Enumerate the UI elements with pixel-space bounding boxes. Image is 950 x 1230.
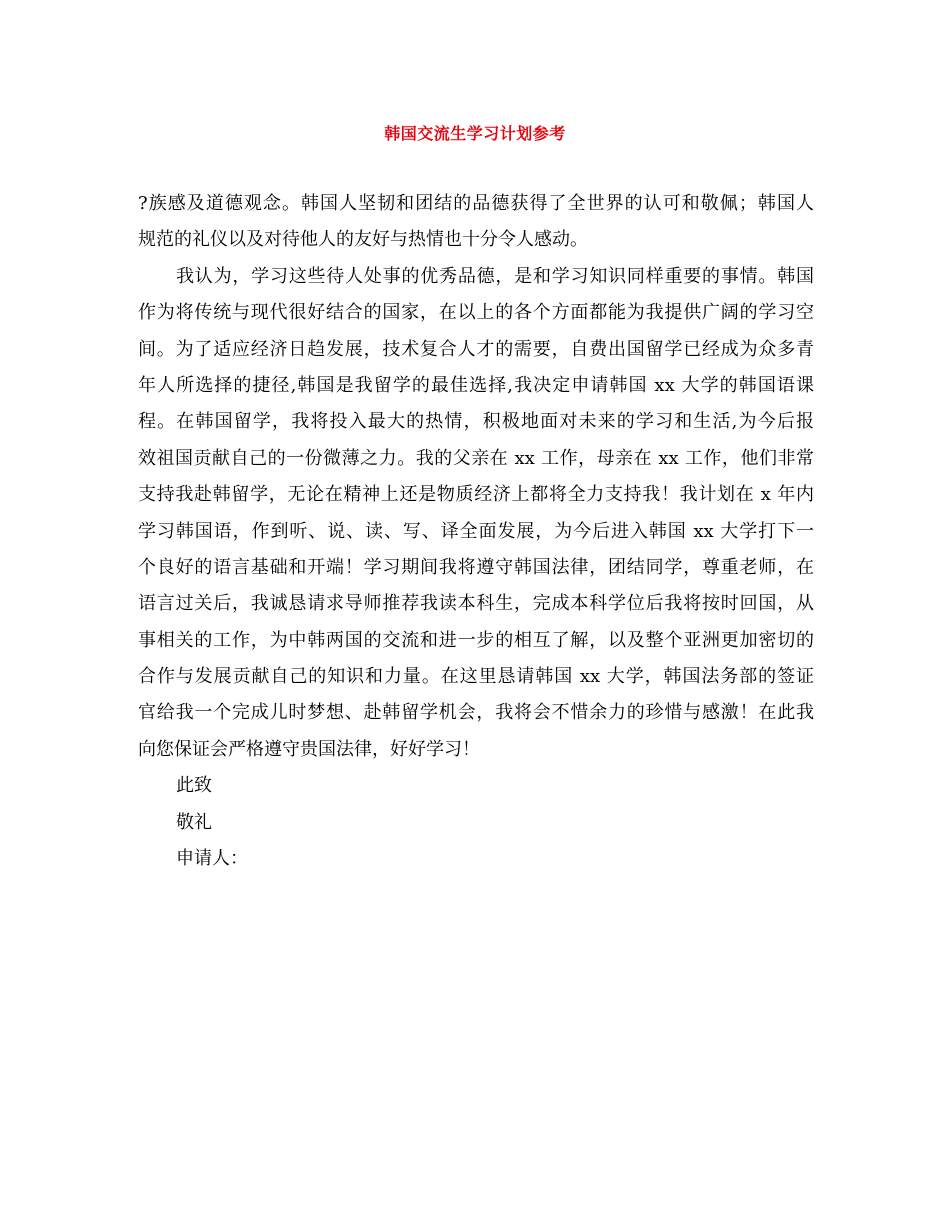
- body-line-1: ?族感及道德观念。韩国人坚韧和团结的品德获得了全世界的认可和敬佩；韩国人: [138, 193, 814, 214]
- closing-regards: 敬礼: [176, 811, 212, 833]
- body-line-13: 事相关的工作，为中韩两国的交流和进一步的相互了解，以及整个亚洲更加密切的: [138, 629, 814, 651]
- closing-salutation: 此致: [176, 775, 212, 797]
- body-line-3: 我认为，学习这些待人处事的优秀品德，是和学习知识同样重要的事情。韩国: [176, 265, 814, 287]
- body-line-12: 语言过关后，我诚恳请求导师推荐我读本科生，完成本科学位后我将按时回国，从: [138, 593, 814, 615]
- body-line-11: 个良好的语言基础和开端！学习期间我将遵守韩国法律，团结同学，尊重老师，在: [138, 556, 814, 578]
- document-title: 韩国交流生学习计划参考: [384, 124, 566, 143]
- document-body: [138, 186, 814, 877]
- body-line-7: 程。在韩国留学，我将投入最大的热情，积极地面对未来的学习和生活,为今后报: [138, 411, 814, 433]
- body-line-9: 支持我赴韩留学，无论在精神上还是物质经济上都将全力支持我！我计划在 x 年内: [138, 484, 814, 506]
- body-line-2: 规范的礼仪以及对待他人的友好与热情也十分令人感动。: [138, 229, 588, 251]
- body-line-16: 向您保证会严格遵守贵国法律，好好学习！: [138, 738, 480, 760]
- closing-applicant: 申请人：: [176, 848, 248, 870]
- body-line-15: 官给我一个完成儿时梦想、赴韩留学机会，我将会不惜余力的珍惜与感激！在此我: [138, 702, 814, 724]
- body-line-8: 效祖国贡献自己的一份微薄之力。我的父亲在 xx 工作，母亲在 xx 工作，他们非常: [138, 447, 814, 469]
- body-line-6: 年人所选择的捷径,韩国是我留学的最佳选择,我决定申请韩国 xx 大学的韩国语课: [138, 374, 814, 396]
- body-line-14: 合作与发展贡献自己的知识和力量。在这里恳请韩国 xx 大学，韩国法务部的签证: [138, 666, 814, 688]
- body-line-5: 间。为了适应经济日趋发展，技术复合人才的需要，自费出国留学已经成为众多青: [138, 338, 814, 360]
- body-line-4: 作为将传统与现代很好结合的国家，在以上的各个方面都能为我提供广阔的学习空: [138, 302, 814, 324]
- body-line-10: 学习韩国语，作到听、说、读、写、译全面发展，为今后进入韩国 xx 大学打下一: [138, 520, 814, 542]
